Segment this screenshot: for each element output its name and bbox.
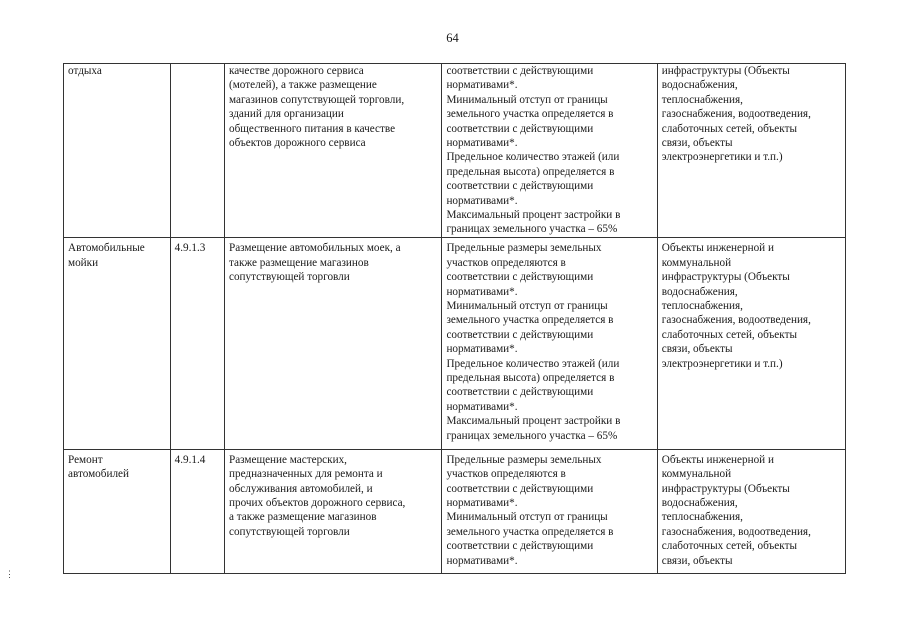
text-line: объектов дорожного сервиса xyxy=(228,137,366,150)
text-line: прочих объектов дорожного сервиса, xyxy=(228,496,406,509)
text-line: соответствии с действующими xyxy=(446,328,594,341)
text-line: предельная высота) определяется в xyxy=(446,371,615,384)
use-code-cell xyxy=(170,449,224,573)
text-line: общественного питания в качестве xyxy=(228,122,396,135)
text-line: газоснабжения, водоотведения, xyxy=(661,314,811,327)
description-cell xyxy=(224,64,441,238)
text-line: связи, объекты xyxy=(661,554,733,567)
text-line: предназначенных для ремонта и xyxy=(228,468,383,481)
text-line: водоснабжения, xyxy=(661,285,738,298)
text-line: нормативами*. xyxy=(446,400,518,413)
parameters-cell xyxy=(442,238,657,449)
text-line: инфраструктуры (Объекты xyxy=(661,271,790,284)
text-line: автомобилей xyxy=(68,468,129,481)
use-code: 4.9.1.3 xyxy=(174,242,206,255)
table-row xyxy=(64,449,846,573)
text-line: сопутствующей торговли xyxy=(228,525,350,538)
description-cell xyxy=(224,449,441,573)
land-use-table xyxy=(63,63,846,574)
text-line: земельного участка определяется в xyxy=(446,108,614,121)
text-line: сопутствующей торговли xyxy=(228,271,350,284)
text-line: Объекты инженерной и xyxy=(661,453,774,466)
text-line: инфраструктуры (Объекты xyxy=(661,482,790,495)
text-line: водоснабжения, xyxy=(661,496,738,509)
text-line: нормативами*. xyxy=(446,194,518,207)
text-line: электроэнергетики и т.п.) xyxy=(661,151,783,164)
text-line: соответствии с действующими xyxy=(446,386,594,399)
text-line: Предельные размеры земельных xyxy=(446,453,602,466)
text-line: соответствии с действующими xyxy=(446,482,594,495)
text-line: соответствии с действующими xyxy=(446,540,594,553)
text-line: Размещение мастерских, xyxy=(228,453,347,466)
text-line: отдыха xyxy=(68,65,102,77)
text-line: слаботочных сетей, объекты xyxy=(661,122,797,135)
use-code: 4.9.1.4 xyxy=(174,453,206,466)
text-line: качестве дорожного сервиса xyxy=(228,65,364,77)
text-line: нормативами*. xyxy=(446,496,518,509)
text-line: слаботочных сетей, объекты xyxy=(661,328,797,341)
use-code-cell xyxy=(170,238,224,449)
use-name-cell xyxy=(64,64,171,238)
text-line: Размещение автомобильных моек, а xyxy=(228,242,401,255)
text-line: Предельные размеры земельных xyxy=(446,242,602,255)
text-line: нормативами*. xyxy=(446,137,518,150)
text-line: Предельное количество этажей (или xyxy=(446,357,620,370)
text-line: Минимальный отступ от границы xyxy=(446,299,608,312)
text-line: соответствии с действующими xyxy=(446,271,594,284)
text-line: участков определяются в xyxy=(446,468,566,481)
text-line: соответствии с действующими xyxy=(446,180,594,193)
text-line: предельная высота) определяется в xyxy=(446,165,615,178)
description-cell xyxy=(224,238,441,449)
text-line: (мотелей), а также размещение xyxy=(228,79,377,92)
utilities-cell xyxy=(657,449,845,573)
text-line: электроэнергетики и т.п.) xyxy=(661,357,783,370)
text-line: границах земельного участка – 65% xyxy=(446,429,618,442)
text-line: Минимальный отступ от границы xyxy=(446,93,608,106)
text-line: участков определяются в xyxy=(446,256,566,269)
text-line: Минимальный отступ от границы xyxy=(446,511,608,524)
use-name-cell xyxy=(64,238,171,449)
text-line: связи, объекты xyxy=(661,343,733,356)
text-line: теплоснабжения, xyxy=(661,511,743,524)
text-line: Ремонт xyxy=(68,453,103,466)
text-line: нормативами*. xyxy=(446,285,518,298)
text-line: магазинов сопутствующей торговли, xyxy=(228,93,405,106)
text-line: зданий для организации xyxy=(228,108,344,121)
text-line: обслуживания автомобилей, и xyxy=(228,482,373,495)
text-line: земельного участка определяется в xyxy=(446,314,614,327)
text-line: инфраструктуры (Объекты xyxy=(661,65,790,77)
use-name-cell xyxy=(64,449,171,573)
text-line: теплоснабжения, xyxy=(661,299,743,312)
text-line: Предельное количество этажей (или xyxy=(446,151,620,164)
text-line: Максимальный процент застройки в xyxy=(446,209,621,222)
text-line: газоснабжения, водоотведения, xyxy=(661,525,811,538)
text-line: водоснабжения, xyxy=(661,79,738,92)
text-line: нормативами*. xyxy=(446,79,518,92)
utilities-cell xyxy=(657,238,845,449)
text-line: газоснабжения, водоотведения, xyxy=(661,108,811,121)
text-line: коммунальной xyxy=(661,256,732,269)
text-line: нормативами*. xyxy=(446,554,518,567)
parameters-cell xyxy=(442,449,657,573)
utilities-cell xyxy=(657,64,845,238)
text-line: связи, объекты xyxy=(661,137,733,150)
text-line: теплоснабжения, xyxy=(661,93,743,106)
text-line: коммунальной xyxy=(661,468,732,481)
scan-edge-mark: ⋮ xyxy=(5,569,14,579)
text-line: мойки xyxy=(68,256,99,269)
text-line: Объекты инженерной и xyxy=(661,242,774,255)
text-line: земельного участка определяется в xyxy=(446,525,614,538)
page-number: 64 xyxy=(446,31,459,45)
text-line: а также размещение магазинов xyxy=(228,511,377,524)
text-line: Автомобильные xyxy=(68,242,145,255)
text-line: нормативами*. xyxy=(446,343,518,356)
parameters-cell xyxy=(442,64,657,238)
table-row xyxy=(64,238,846,449)
text-line: соответствии с действующими xyxy=(446,122,594,135)
table-row xyxy=(64,64,846,238)
text-line: Максимальный процент застройки в xyxy=(446,415,621,428)
use-code-cell xyxy=(170,64,224,238)
text-line: слаботочных сетей, объекты xyxy=(661,540,797,553)
text-line: соответствии с действующими xyxy=(446,65,594,77)
text-line: границах земельного участка – 65% xyxy=(446,223,618,236)
text-line: также размещение магазинов xyxy=(228,256,369,269)
